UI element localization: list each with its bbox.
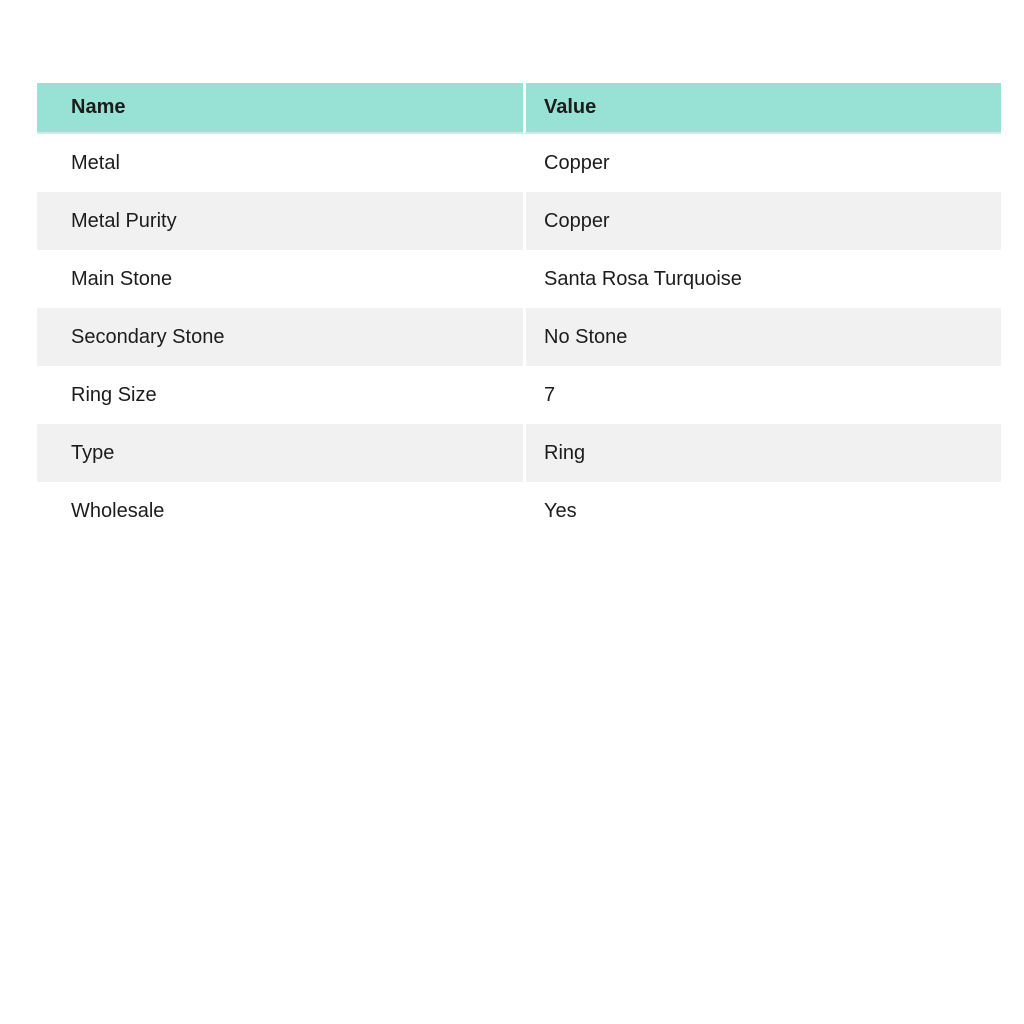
table-row [37, 250, 1001, 308]
attribute-name-cell: Ring Size [37, 366, 523, 424]
header-cell-name: Name [37, 83, 523, 134]
product-attributes-panel [37, 83, 1001, 540]
attribute-name-cell: Metal [37, 134, 523, 192]
attribute-value-cell: Santa Rosa Turquoise [523, 250, 1001, 308]
attribute-value-cell: 7 [523, 366, 1001, 424]
header-cell-value: Value [523, 83, 1001, 134]
attribute-name-cell: Type [37, 424, 523, 482]
attribute-value-cell: Copper [523, 192, 1001, 250]
table-row [37, 482, 1001, 540]
table-row [37, 192, 1001, 250]
attribute-value-cell: Copper [523, 134, 1001, 192]
attribute-name-cell: Wholesale [37, 482, 523, 540]
attribute-value-cell: Ring [523, 424, 1001, 482]
attribute-value-cell: Yes [523, 482, 1001, 540]
header-row [37, 83, 1001, 134]
attribute-name-cell: Metal Purity [37, 192, 523, 250]
table-row [37, 366, 1001, 424]
table-row [37, 308, 1001, 366]
table-header [37, 83, 1001, 134]
table-row [37, 134, 1001, 192]
table-body [37, 134, 1001, 540]
attribute-name-cell: Secondary Stone [37, 308, 523, 366]
attribute-value-cell: No Stone [523, 308, 1001, 366]
attribute-name-cell: Main Stone [37, 250, 523, 308]
product-attributes-table [37, 83, 1001, 540]
table-row [37, 424, 1001, 482]
